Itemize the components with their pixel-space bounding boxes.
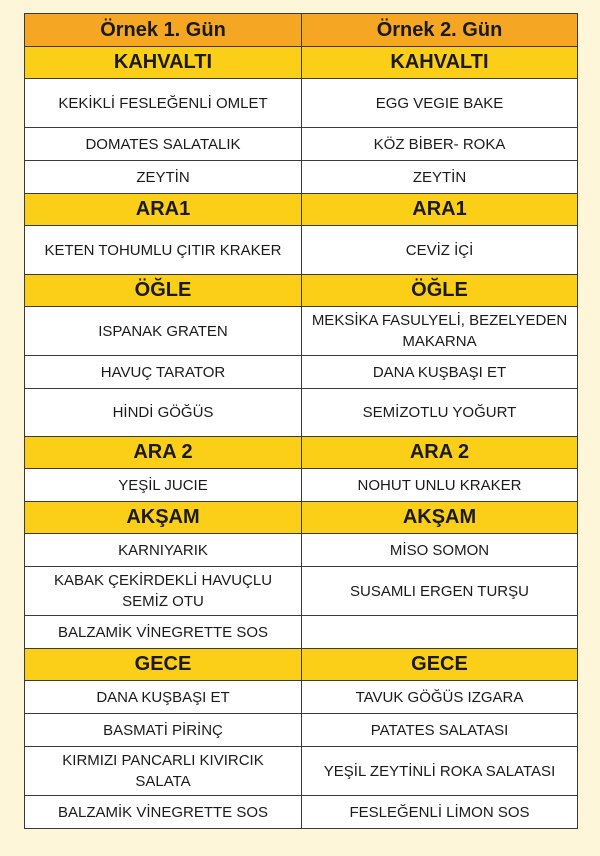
section-title: ARA 2 [302, 437, 578, 469]
day-1-item: HİNDİ GÖĞÜS [25, 389, 302, 437]
table-row [25, 747, 578, 796]
day-1-item: KETEN TOHUMLU ÇITIR KRAKER [25, 226, 302, 275]
day-1-item: DOMATES SALATALIK [25, 128, 302, 161]
table-row [25, 469, 578, 502]
table-row [25, 226, 578, 275]
table-row [25, 389, 578, 437]
day-1-item: BALZAMİK VİNEGRETTE SOS [25, 796, 302, 829]
day-2-item: TAVUK GÖĞÜS IZGARA [302, 681, 578, 714]
day-2-item: CEVİZ İÇİ [302, 226, 578, 275]
day-1-item: DANA KUŞBAŞI ET [25, 681, 302, 714]
section-title: ARA1 [302, 194, 578, 226]
table-row [25, 161, 578, 194]
day-2-header: Örnek 2. Gün [302, 14, 578, 47]
section-title: ÖĞLE [302, 275, 578, 307]
day-1-item: BALZAMİK VİNEGRETTE SOS [25, 616, 302, 649]
day-2-item: SEMİZOTLU YOĞURT [302, 389, 578, 437]
day-1-item: HAVUÇ TARATOR [25, 356, 302, 389]
day-2-item: NOHUT UNLU KRAKER [302, 469, 578, 502]
day-1-item: KARNIYARIK [25, 534, 302, 567]
section-title: ÖĞLE [25, 275, 302, 307]
section-title: AKŞAM [25, 502, 302, 534]
day-2-item: ZEYTİN [302, 161, 578, 194]
day-1-item: KIRMIZI PANCARLI KIVIRCIK SALATA [25, 747, 302, 796]
section-title: GECE [25, 649, 302, 681]
day-2-item: SUSAMLI ERGEN TURŞU [302, 567, 578, 616]
day-1-item: ZEYTİN [25, 161, 302, 194]
table-row [25, 79, 578, 128]
day-2-item: EGG VEGIE BAKE [302, 79, 578, 128]
section-row-dinner [25, 502, 578, 534]
section-row-lunch [25, 275, 578, 307]
day-2-item: MEKSİKA FASULYELİ, BEZELYEDEN MAKARNA [302, 307, 578, 356]
day-1-header: Örnek 1. Gün [25, 14, 302, 47]
day-1-item: ISPANAK GRATEN [25, 307, 302, 356]
day-2-item: DANA KUŞBAŞI ET [302, 356, 578, 389]
section-title: KAHVALTI [302, 47, 578, 79]
section-row-breakfast [25, 47, 578, 79]
table-row [25, 356, 578, 389]
meal-plan-table [24, 13, 578, 829]
day-1-item: KABAK ÇEKİRDEKLİ HAVUÇLU SEMİZ OTU [25, 567, 302, 616]
table-row [25, 796, 578, 829]
day-2-item: FESLEĞENLİ LİMON SOS [302, 796, 578, 829]
table-row [25, 681, 578, 714]
table-row [25, 307, 578, 356]
section-title: GECE [302, 649, 578, 681]
section-title: ARA 2 [25, 437, 302, 469]
table-row [25, 128, 578, 161]
day-1-item: YEŞİL JUCIE [25, 469, 302, 502]
header-row [25, 14, 578, 47]
table-row [25, 567, 578, 616]
section-title: AKŞAM [302, 502, 578, 534]
section-title: KAHVALTI [25, 47, 302, 79]
table-row [25, 616, 578, 649]
day-2-item [302, 616, 578, 649]
day-1-item: KEKİKLİ FESLEĞENLİ OMLET [25, 79, 302, 128]
section-row-snack-1 [25, 194, 578, 226]
table-row [25, 534, 578, 567]
table-row [25, 714, 578, 747]
day-2-item: MİSO SOMON [302, 534, 578, 567]
day-2-item: KÖZ BİBER- ROKA [302, 128, 578, 161]
section-row-snack-2 [25, 437, 578, 469]
section-title: ARA1 [25, 194, 302, 226]
day-1-item: BASMATİ PİRİNÇ [25, 714, 302, 747]
day-2-item: YEŞİL ZEYTİNLİ ROKA SALATASI [302, 747, 578, 796]
day-2-item: PATATES SALATASI [302, 714, 578, 747]
section-row-night [25, 649, 578, 681]
